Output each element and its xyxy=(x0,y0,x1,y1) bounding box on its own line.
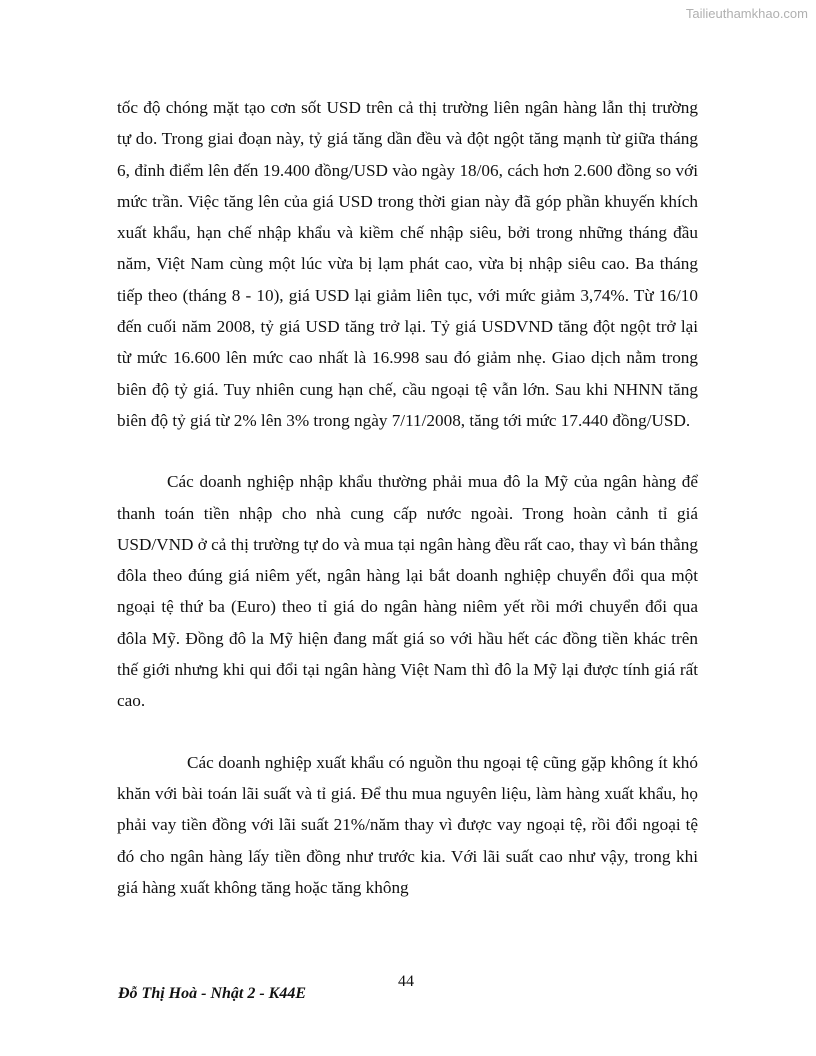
footer-author: Đỗ Thị Hoà - Nhật 2 - K44E xyxy=(118,985,307,1002)
watermark: Tailieuthamkhao.com xyxy=(685,6,808,21)
paragraph-1: tốc độ chóng mặt tạo cơn sốt USD trên cả thị trường liên ngân hàng lẫn thị trường tự do. Trong giai đoạn này, tỷ giá tăng dần đều và đột ngột tăng mạnh từ giữa tháng 6, đỉnh điểm lên đến 19.400 đồng/USD vào ngày 18/06, cách hơn 2.600 đồng so với mức trần. Việc tăng lên của giá USD trong thời gian này đã góp phần khuyến khích xuất khẩu, hạn chế nhập khẩu và kiềm chế nhập siêu, bởi trong những tháng đầu năm, Việt Nam cùng một lúc vừa bị lạm phát cao, vừa bị nhập siêu cao. Ba tháng tiếp theo (tháng 8 - 10), giá USD lại giảm liên tục, với mức giảm 3,74%. Từ 16/10 đến cuối năm 2008, tỷ giá USD tăng trở lại. Tỷ giá USDVND tăng đột ngột trở lại từ mức 16.600 lên mức cao nhất là 16.998 sau đó giảm nhẹ. Giao dịch nằm trong biên độ tỷ giá. Tuy nhiên cung hạn chế, cầu ngoại tệ vẫn lớn. Sau khi NHNN tăng biên độ tỷ giá từ 2% lên 3% trong ngày 7/11/2008, tăng tới mức 17.440 đồng/USD. xyxy=(117,98,698,430)
paragraph-3: Các doanh nghiệp xuất khẩu có nguồn thu ngoại tệ cũng gặp không ít khó khăn với bài toán lãi suất và tỉ giá. Để thu mua nguyên liệu, làm hàng xuất khẩu, họ phải vay tiền đồng với lãi suất 21%/năm thay vì được vay ngoại tệ, rồi đổi ngoại tệ đó cho ngân hàng lấy tiền đồng như trước kia. Với lãi suất cao như vậy, trong khi giá hàng xuất không tăng hoặc tăng không xyxy=(117,752,698,897)
paragraph-2: Các doanh nghiệp nhập khẩu thường phải mua đô la Mỹ của ngân hàng để thanh toán tiền nhập cho nhà cung cấp nước ngoài. Trong hoàn cảnh tỉ giá USD/VND ở cả thị trường tự do và mua tại ngân hàng đều rất cao, thay vì bán thẳng đôla theo đúng giá niêm yết, ngân hàng lại bắt doanh nghiệp chuyển đổi qua một ngoại tệ thứ ba (Euro) theo tỉ giá do ngân hàng niêm yết rồi mới chuyển đổi qua đôla Mỹ. Đồng đô la Mỹ hiện đang mất giá so với hầu hết các đồng tiền khác trên thế giới nhưng khi qui đổi tại ngân hàng Việt Nam thì đô la Mỹ lại được tính giá rất cao. xyxy=(117,472,698,711)
document-body xyxy=(117,92,698,903)
page-number: 44 xyxy=(398,973,414,990)
